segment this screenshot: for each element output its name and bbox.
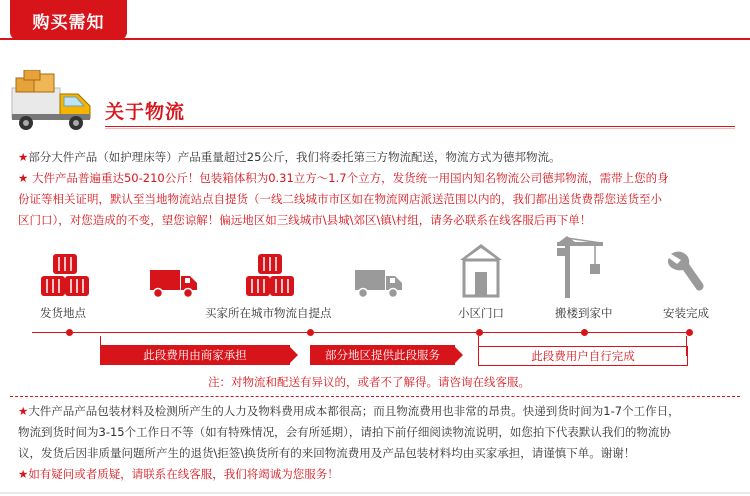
timeline-dot [307,329,314,336]
notice-p2-line1: ★ 大件产品普遍重达50-210公斤！包装箱体积为0.31立方～1.7个立方，发货统一用国内知名物流公司德邦物流，需带上您的身 [18,171,669,185]
bottom-line-1: ★大件产品产品包装材料及检测所产生的人力及物料费用成本都很高；而且物流费用也非常的昂贵。快递到货时间为1-7个工作日， [18,404,680,418]
header-tab [10,0,127,40]
cost-bar-merchant: 此段费用由商家承担 [100,345,290,365]
bottom-border [0,492,750,494]
notice-p2-line2: 份证等相关证明，默认至当地物流站点自提货（一线二线城市市区如在物流网店派送范围以内的，我们都出送货费帮您送货至小 [18,192,662,206]
boxes-icon [40,254,90,298]
boxes-icon [245,254,295,298]
flow-step-label-5: 安装完成 [663,306,709,320]
cost-bar-partial: 部分地区提供此段服务 [310,345,455,365]
flow-step-label-1: 发货地点 [40,306,86,320]
bottom-line-4: ★如有疑问或者质疑，请联系在线客服，我们将竭诚为您服务！ [18,467,339,481]
timeline-dot [476,329,483,336]
wrench-icon [665,250,705,296]
arrow-right-icon [288,345,298,365]
star-icon: ★ [18,467,29,481]
arrow-right-icon [453,345,463,365]
notice-paragraph-2 [18,168,738,231]
cost-bar-customer: 此段费用户自行完成 [478,346,688,366]
bottom-notice [18,401,738,485]
header-tab-label: 购买需知 [32,12,105,33]
section-title: 关于物流 [105,101,186,123]
timeline-dot [686,329,693,336]
title-divider [105,126,735,127]
flow-step-label-4: 搬楼到家中 [555,306,613,320]
star-icon: ★ [18,404,29,418]
truck-icon [355,268,403,298]
timeline [32,332,692,333]
timeline-dot [581,329,588,336]
notice-paragraph-1 [18,147,738,168]
title-divider-light [105,128,735,129]
dashed-divider [10,396,740,397]
bottom-line-3: 议，发货后因非质量问题所产生的退货\拒签\换货所有的来回物流费用及产品包装材料均由买家承担，请谨慎下单。谢谢！ [18,446,636,460]
delivery-truck-icon [10,70,100,136]
building-icon [458,242,504,298]
crane-icon [555,236,605,298]
notice-p2-line3: 区门口），对您造成的不变，望您谅解！偏远地区如三线城市\县城\郊区\镇\村组，请务必联系在线客服后再下单！ [18,213,592,227]
star-icon: ★ [18,171,29,185]
flow-note: 注：对物流和配送有异议的，或者不了解得。请咨询在线客服。 [208,375,530,389]
flow-step-label-2: 买家所在城市物流自提点 [205,306,332,320]
truck-icon [150,268,198,298]
bottom-line-2: 物流到货时间为3-15个工作日不等（如有特殊情况，会有所延期），请拍下前仔细阅读物流说明，如您拍下代表默认我们的物流协 [18,425,671,439]
timeline-dot [66,329,73,336]
flow-step-label-3: 小区门口 [458,306,504,320]
star-icon: ★ [18,150,29,164]
notice-p1-text: 部分大件产品（如护理床等）产品重量超过25公斤，我们将委托第三方物流配送，物流方式为德邦物流。 [28,150,561,164]
